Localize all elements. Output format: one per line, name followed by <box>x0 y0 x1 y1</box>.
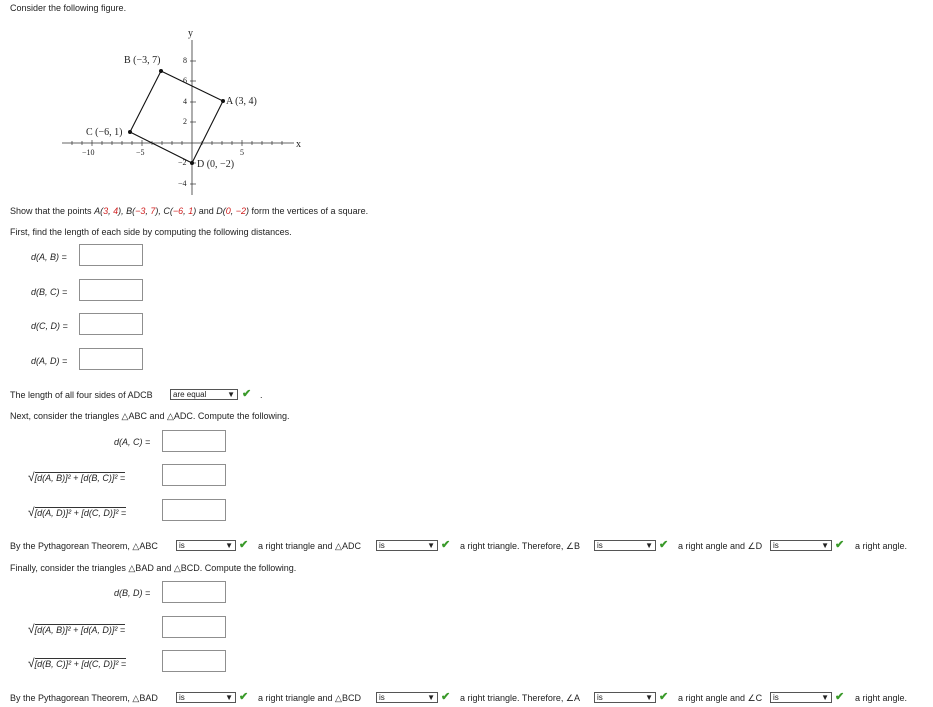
distance-bd-label: d(B, D) = <box>114 588 151 598</box>
sum-squares-bc-cd <box>28 656 126 670</box>
distance-ac-label: d(A, C) = <box>114 437 151 447</box>
pyth2-text-1: By the Pythagorean Theorem, △BAD <box>10 693 158 703</box>
sides-select[interactable] <box>170 389 238 400</box>
select-value: is <box>379 693 385 702</box>
pyth1-text-4: a right angle and ∠D <box>678 541 763 551</box>
select-value: is <box>179 541 185 550</box>
next-instruction: Next, consider the triangles △ABC and △ADC. Compute the following. <box>10 411 290 421</box>
distance-bc-label: d(B, C) = <box>31 287 68 297</box>
sum-squares-ab-bc <box>28 470 125 484</box>
distance-ad-input[interactable] <box>79 348 143 370</box>
x-tick-label: 5 <box>240 148 244 157</box>
pyth1-select-angle-d[interactable] <box>770 540 832 551</box>
point-a-label: A (3, 4) <box>226 96 257 107</box>
pyth2-select-angle-c[interactable] <box>770 692 832 703</box>
y-tick-label: −4 <box>178 179 187 188</box>
chevron-down-icon: ▼ <box>821 541 829 550</box>
point-a-text: A(3, 4), <box>94 206 127 216</box>
check-icon: ✔ <box>441 691 451 703</box>
finally-instruction: Finally, consider the triangles △BAD and △BCD. Compute the following. <box>10 563 297 573</box>
sum-squares-ab-ad-text: [d(A, B)]² + [d(A, D)]² = <box>34 625 126 635</box>
coordinate-figure <box>60 22 320 202</box>
pyth2-text-2: a right triangle and △BCD <box>258 693 361 703</box>
problem-statement <box>10 206 368 216</box>
chevron-down-icon: ▼ <box>225 541 233 550</box>
pyth1-text-2: a right triangle and △ADC <box>258 541 361 551</box>
check-icon: ✔ <box>835 691 845 703</box>
pyth2-text-4: a right angle and ∠C <box>678 693 763 703</box>
pyth1-text-5: a right angle. <box>855 541 908 551</box>
distance-ad-label: d(A, D) = <box>31 356 68 366</box>
chevron-down-icon: ▼ <box>427 541 435 550</box>
intro-text: Consider the following figure. <box>10 3 127 13</box>
y-tick-label: 8 <box>183 56 187 65</box>
distance-cd-input[interactable] <box>79 313 143 335</box>
sum-squares-ab-bc-input[interactable] <box>162 464 226 486</box>
pyth1-select-abc[interactable] <box>176 540 236 551</box>
distance-ab-label: d(A, B) = <box>31 252 67 262</box>
point-b-text: B(−3, 7), <box>126 206 164 216</box>
select-value: is <box>773 541 779 550</box>
sqrt-symbol: √ <box>28 622 35 636</box>
check-icon: ✔ <box>242 388 252 400</box>
point-d-text: D(0, −2) <box>216 206 252 216</box>
point-c-text: C(−6, 1) <box>163 206 199 216</box>
sqrt-symbol: √ <box>28 656 35 670</box>
point-b-label: B (−3, 7) <box>124 55 161 66</box>
statement-and: and <box>198 206 217 216</box>
y-tick-label: 2 <box>183 117 187 126</box>
pyth2-text-3: a right triangle. Therefore, ∠A <box>460 693 580 703</box>
check-icon: ✔ <box>441 539 451 551</box>
pyth1-select-angle-b[interactable] <box>594 540 656 551</box>
sides-period: . <box>260 390 263 400</box>
sides-select-value: are equal <box>173 390 207 399</box>
select-value: is <box>179 693 185 702</box>
y-tick-label: −2 <box>178 158 187 167</box>
chevron-down-icon: ▼ <box>427 693 435 702</box>
check-icon: ✔ <box>659 539 669 551</box>
sum-squares-ad-cd-text: [d(A, D)]² + [d(C, D)]² = <box>34 508 127 518</box>
distance-ac-input[interactable] <box>162 430 226 452</box>
sum-squares-bc-cd-text: [d(B, C)]² + [d(C, D)]² = <box>34 659 127 669</box>
y-tick-label: 4 <box>183 97 187 106</box>
pyth1-text-1: By the Pythagorean Theorem, △ABC <box>10 541 158 551</box>
distance-cd-label: d(C, D) = <box>31 321 68 331</box>
sum-squares-bc-cd-input[interactable] <box>162 650 226 672</box>
pyth2-select-angle-a[interactable] <box>594 692 656 703</box>
pyth2-select-bad[interactable] <box>176 692 236 703</box>
check-icon: ✔ <box>659 691 669 703</box>
sum-squares-ab-bc-text: [d(A, B)]² + [d(B, C)]² = <box>34 473 126 483</box>
x-tick-label: −10 <box>82 148 95 157</box>
point-c-label: C (−6, 1) <box>86 127 123 138</box>
point-d-label: D (0, −2) <box>197 159 235 170</box>
statement-suffix: form the vertices of a square. <box>251 206 369 216</box>
distance-ab-input[interactable] <box>79 244 143 266</box>
chevron-down-icon: ▼ <box>225 693 233 702</box>
distance-bc-input[interactable] <box>79 279 143 301</box>
chevron-down-icon: ▼ <box>227 390 235 399</box>
x-tick-label: −5 <box>136 148 145 157</box>
sum-squares-ab-ad-input[interactable] <box>162 616 226 638</box>
y-tick-label: 6 <box>183 76 187 85</box>
sum-squares-ab-ad <box>28 622 125 636</box>
check-icon: ✔ <box>239 691 249 703</box>
sum-squares-ad-cd <box>28 505 126 519</box>
y-axis-label: y <box>188 28 193 39</box>
pyth1-select-adc[interactable] <box>376 540 438 551</box>
check-icon: ✔ <box>239 539 249 551</box>
select-value: is <box>773 693 779 702</box>
pyth1-text-3: a right triangle. Therefore, ∠B <box>460 541 580 551</box>
select-value: is <box>379 541 385 550</box>
x-axis-label: x <box>296 139 301 150</box>
sqrt-symbol: √ <box>28 470 35 484</box>
select-value: is <box>597 693 603 702</box>
sum-squares-ad-cd-input[interactable] <box>162 499 226 521</box>
sides-prefix: The length of all four sides of ADCB <box>10 390 153 400</box>
chevron-down-icon: ▼ <box>645 541 653 550</box>
chevron-down-icon: ▼ <box>821 693 829 702</box>
sqrt-symbol: √ <box>28 505 35 519</box>
select-value: is <box>597 541 603 550</box>
pyth2-select-bcd[interactable] <box>376 692 438 703</box>
statement-prefix: Show that the points <box>10 206 95 216</box>
check-icon: ✔ <box>835 539 845 551</box>
first-instruction: First, find the length of each side by computing the following distances. <box>10 227 292 237</box>
distance-bd-input[interactable] <box>162 581 226 603</box>
chevron-down-icon: ▼ <box>645 693 653 702</box>
pyth2-text-5: a right angle. <box>855 693 908 703</box>
